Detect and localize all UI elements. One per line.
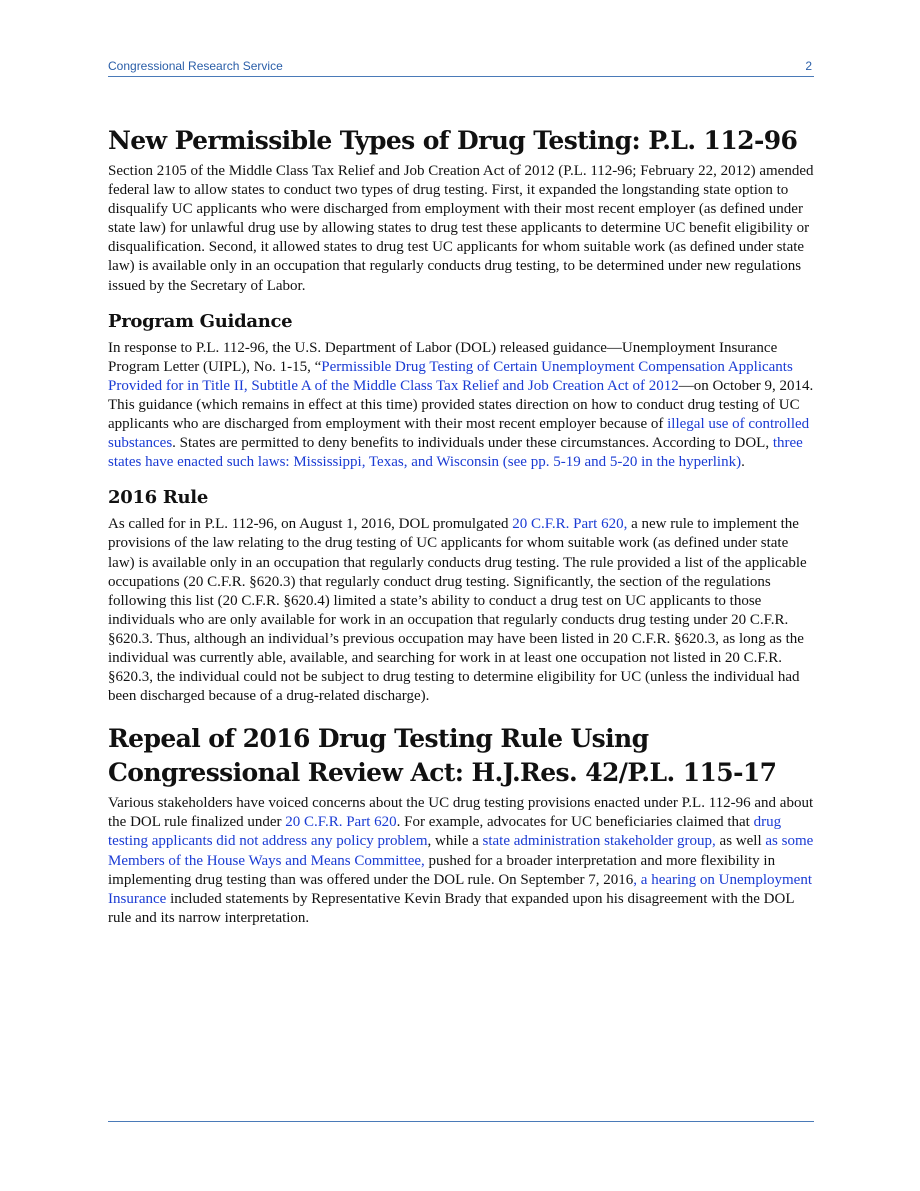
- link-drug-testing-no-policy-problem[interactable]: drug testing applicants did not address any policy problem: [108, 814, 782, 850]
- link-permissible-drug-testing-uipl[interactable]: Permissible Drug Testing of Certain Unemployment Compensation Applicants Provided for in Title II, Subtitle A of the Middle Class Tax Relief and Job Creation Act of 2012: [108, 358, 793, 394]
- text-run: pushed for a broader interpretation and more flexibility in implementing drug testing than was offered under the DOL rule. On September 7, 2016: [108, 852, 776, 888]
- section-heading-new-permissible-types: New Permissible Types of Drug Testing: P.L. 112-96: [108, 126, 798, 155]
- header-page-number: 2: [805, 59, 812, 73]
- footer-divider: [108, 1121, 814, 1122]
- text-run: included statements by Representative Kevin Brady that expanded upon his disagreement with the DOL rule and its narrow interpretation.: [108, 890, 794, 926]
- section-heading-repeal-2016-rule: Repeal of 2016 Drug Testing Rule Using Congressional Review Act: H.J.Res. 42/P.L. 115-17: [108, 724, 777, 788]
- text-run: as well: [715, 833, 766, 850]
- link-hearing-unemployment-insurance[interactable]: , a hearing on Unemployment Insurance: [108, 871, 813, 907]
- subheading-program-guidance: Program Guidance: [108, 310, 293, 332]
- text-run: .: [741, 454, 745, 471]
- text-run: a new rule to implement the provisions of the law relating to the drug testing of UC applicants for whom suitable work (as defined under state law) is available only in an occupation that regularly conducts drug testing. The rule provided a list of the applicable occupations (20 C.F.R. §620.3) that regularly conduct drug testing. Significantly, the section of the regulations following this list (20 C.F.R. §620.4) limited a state’s ability to conduct a drug test on UC applicants to those individuals who are only available for work in an occupation that regularly conducts drug testing under 20 C.F.R. §620.3. Thus, although an individual’s previous occupation may have been listed in 20 C.F.R. §620.3, as long as the individual was currently able, available, and searching for work in at least one occupation not listed in 20 C.F.R. §620.3, the individual could not be subject to drug testing to determine eligibility for UC (unless the individual had been discharged because of a drug-related discharge).: [108, 516, 807, 705]
- program-guidance-paragraph: [108, 339, 816, 473]
- text-run: . For example, advocates for UC beneficiaries claimed that: [396, 814, 754, 831]
- link-illegal-use-controlled-substances[interactable]: illegal use of controlled substances: [108, 416, 810, 452]
- section2-paragraph: [108, 794, 816, 928]
- subheading-2016-rule: 2016 Rule: [108, 487, 209, 509]
- link-20-cfr-part-620[interactable]: 20 C.F.R. Part 620,: [512, 516, 628, 533]
- link-ways-and-means-members[interactable]: as some Members of the House Ways and Means Committee,: [108, 833, 814, 869]
- document-body: [108, 124, 816, 928]
- text-run: In response to P.L. 112-96, the U.S. Department of Labor (DOL) released guidance—Unemployment Insurance Program Letter (UIPL), No. 1-15, “: [108, 339, 778, 375]
- link-three-states-enacted-laws[interactable]: three states have enacted such laws: Mississippi, Texas, and Wisconsin (see pp. 5-19 and 5-20 in the hyperlink): [108, 435, 803, 471]
- text-run: , while a: [427, 833, 483, 850]
- text-run: —on October 9, 2014. This guidance (which remains in effect at this time) provided states direction on how to conduct drug testing of UC applicants who are discharged from employment with their most recent employer because of: [108, 377, 814, 433]
- text-run: . States are permitted to deny benefits to individuals under these circumstances. According to DOL,: [172, 435, 773, 452]
- text-run: As called for in P.L. 112-96, on August 1, 2016, DOL promulgated: [108, 516, 513, 533]
- rule-2016-paragraph: [108, 515, 816, 706]
- link-state-administration-stakeholder-group[interactable]: state administration stakeholder group,: [482, 833, 716, 850]
- text-run: Various stakeholders have voiced concerns about the UC drug testing provisions enacted under P.L. 112-96 and about the DOL rule finalized under: [108, 795, 814, 831]
- section1-paragraph: Section 2105 of the Middle Class Tax Relief and Job Creation Act of 2012 (P.L. 112-96; February 22, 2012) amended federal law to allow states to conduct two types of drug testing. First, it expanded the longstanding state option to disqualify UC applicants who were discharged from employment with their most recent employer (as defined under state law) for unlawful drug use by allowing states to drug test these applicants to determine UC benefit eligibility or disqualification. Second, it allowed states to drug test UC applicants for whom suitable work (as defined under state law) is available only in an occupation that regularly conducts drug testing, to be determined under new regulations issued by the Secretary of Labor.: [108, 163, 814, 294]
- running-header: [108, 58, 814, 77]
- header-source: Congressional Research Service: [108, 59, 283, 73]
- link-20-cfr-part-620-repeal[interactable]: 20 C.F.R. Part 620: [285, 814, 397, 831]
